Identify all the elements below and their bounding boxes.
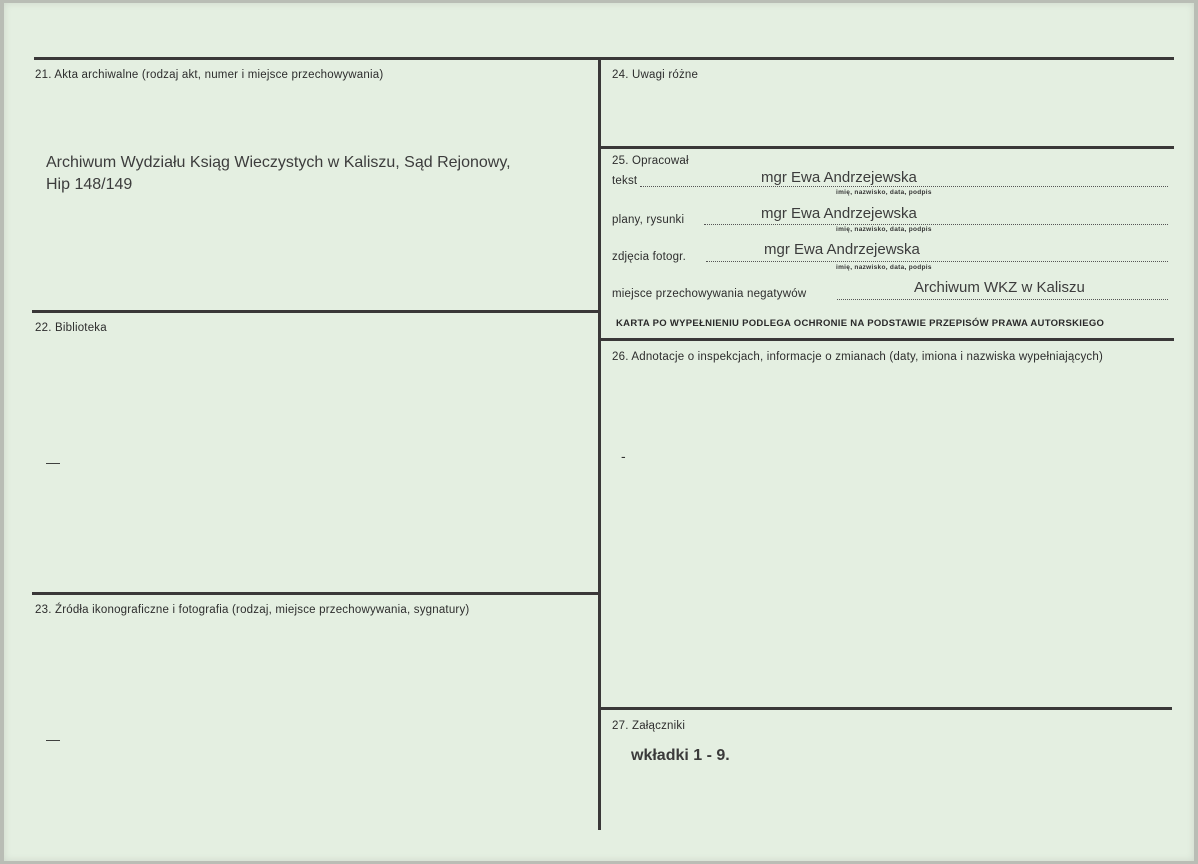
top-rule	[34, 57, 1174, 60]
plany-dotted-line	[704, 224, 1168, 225]
attachments-value: wkładki 1 - 9.	[631, 747, 730, 764]
tekst-author: mgr Ewa Andrzejewska	[761, 169, 917, 186]
section-27-label: 27. Załączniki	[612, 720, 686, 732]
iconographic-sources-value: —	[46, 731, 60, 747]
tekst-dotted-line	[640, 186, 1168, 187]
center-divider	[598, 57, 601, 830]
rule-26-27	[600, 707, 1172, 710]
archive-records-line1: Archiwum Wydziału Ksiąg Wieczystych w Kaliszu, Sąd Rejonowy,	[46, 154, 511, 171]
negatywy-dotted-line	[837, 299, 1168, 300]
inspections-value: -	[621, 448, 626, 464]
zdjecia-author: mgr Ewa Andrzejewska	[764, 241, 920, 258]
record-card	[4, 3, 1194, 861]
plany-label: plany, rysunki	[612, 214, 685, 226]
rule-25-26	[600, 338, 1174, 341]
tekst-label: tekst	[612, 175, 638, 187]
plany-author: mgr Ewa Andrzejewska	[761, 205, 917, 222]
rule-22-23	[32, 592, 600, 595]
section-26-label: 26. Adnotacje o inspekcjach, informacje o zmianach (daty, imiona i nazwiska wypełniających)	[612, 351, 1103, 363]
section-22-label: 22. Biblioteka	[35, 322, 107, 334]
copyright-notice: KARTA PO WYPEŁNIENIU PODLEGA OCHRONIE NA PODSTAWIE PRZEPISÓW PRAWA AUTORSKIEGO	[616, 318, 1105, 329]
library-value: —	[46, 454, 60, 470]
zdjecia-caption: imię, nazwisko, data, podpis	[836, 264, 932, 271]
archive-records-line2: Hip 148/149	[46, 176, 133, 193]
negatywy-label: miejsce przechowywania negatywów	[612, 288, 807, 300]
zdjecia-label: zdjęcia fotogr.	[612, 251, 686, 263]
section-23-label: 23. Źródła ikonograficzne i fotografia (rodzaj, miejsce przechowywania, sygnatury)	[35, 604, 470, 616]
section-21-label: 21. Akta archiwalne (rodzaj akt, numer i miejsce przechowywania)	[35, 69, 384, 81]
section-24-label: 24. Uwagi różne	[612, 69, 699, 81]
plany-caption: imię, nazwisko, data, podpis	[836, 226, 932, 233]
zdjecia-dotted-line	[706, 261, 1168, 262]
tekst-caption: imię, nazwisko, data, podpis	[836, 189, 932, 196]
negatywy-location: Archiwum WKZ w Kaliszu	[914, 279, 1085, 296]
rule-21-22	[32, 310, 600, 313]
rule-24-25	[600, 146, 1174, 149]
section-25-label: 25. Opracował	[612, 155, 689, 167]
